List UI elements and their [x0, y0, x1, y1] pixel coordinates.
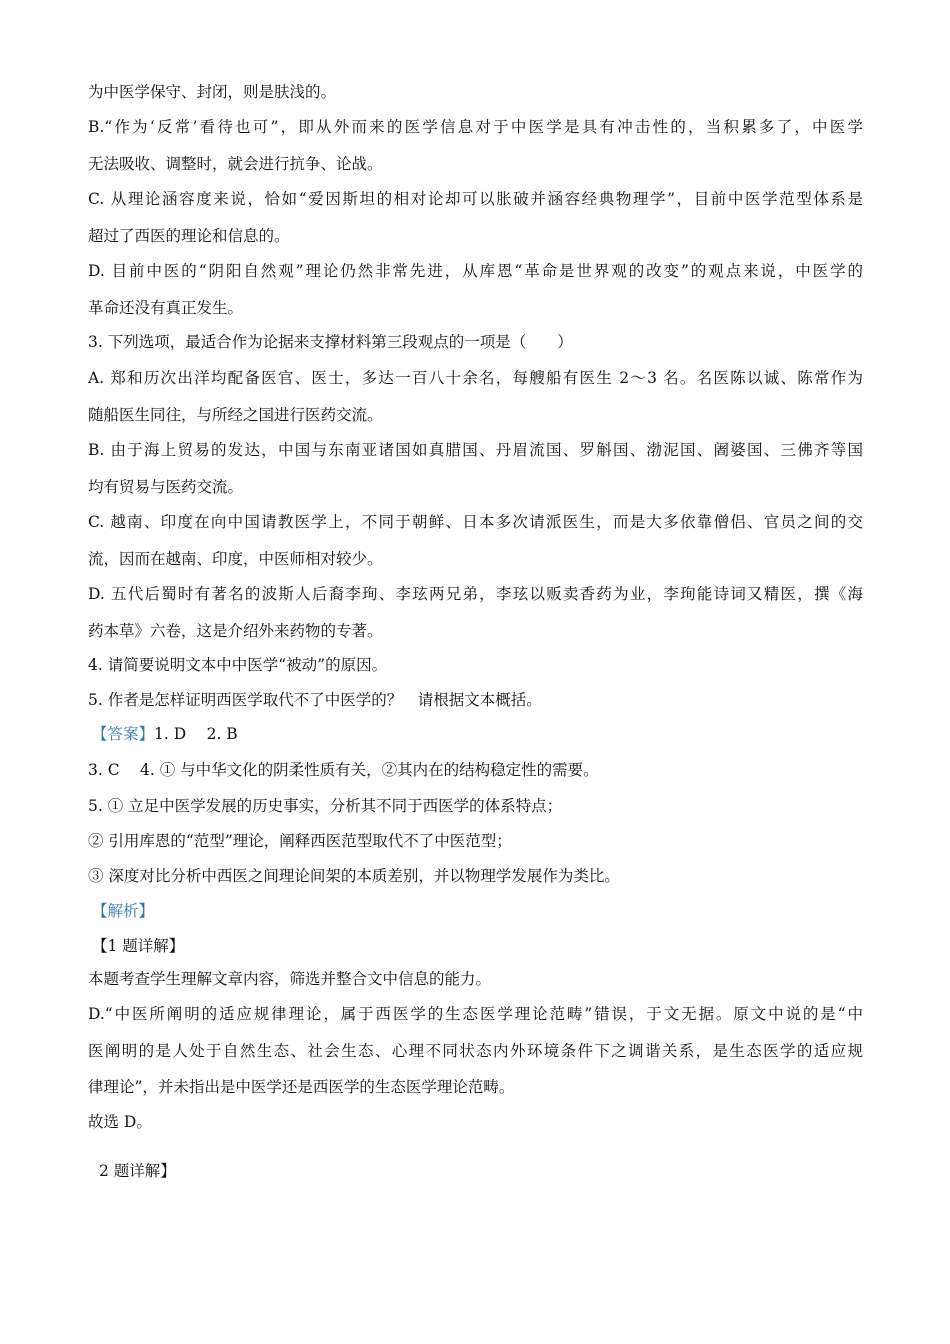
q2-detail-title: 2 题详解】	[99, 1162, 176, 1180]
question-3: 3. 下列选项，最适合作为论据来支撑材料第三段观点的一项是（ ）	[88, 333, 573, 351]
analysis-line: 医阐明的是人处于自然生态、社会生态、心理不同状态内外环境条件下之调谐关系，是生态医学的适应规	[88, 1042, 863, 1060]
analysis-line: 律理论”，并未指出是中医学还是西医学的生态医学理论范畴。	[88, 1078, 515, 1096]
q3-option-b-line-2: 均有贸易与医药交流。	[88, 478, 244, 496]
q3-option-c-line-2: 流，因而在越南、印度，中医师相对较少。	[88, 550, 383, 568]
option-b-line-2: 无法吸收、调整时，就会进行抗争、论战。	[88, 155, 383, 173]
option-d-line-1: D. 目前中医的“阴阳自然观”理论仍然非常先进，从库恩“革命是世界观的改变”的观点来说，中医学的	[88, 262, 863, 280]
option-c-line-2: 超过了西医的理论和信息的。	[88, 227, 290, 245]
text-line: 为中医学保守、封闭，则是肤浅的。	[88, 83, 337, 101]
q3-option-a-line-1: A. 郑和历次出洋均配备医官、医士，多达一百八十余名，每艘船有医生 2～3 名。名医陈以诚、陈常作为	[88, 369, 863, 387]
answer-text: 1. D 2. B	[154, 725, 238, 743]
question-5: 5. 作者是怎样证明西医学取代不了中医学的？ 请根据文本概括。	[88, 691, 542, 709]
q3-option-b-line-1: B. 由于海上贸易的发达，中国与东南亚诸国如真腊国、丹眉流国、罗斛国、渤泥国、阇婆国、三佛齐等国	[88, 441, 863, 459]
option-c-line-1: C. 从理论涵容度来说，恰如“爱因斯坦的相对论却可以胀破并涵容经典物理学”，目前中医学范型体系是	[88, 190, 863, 208]
answer-line: ② 引用库恩的“范型”理论，阐释西医范型取代不了中医范型；	[88, 832, 512, 850]
answer-line: 5. ① 立足中医学发展的历史事实，分析其不同于西医学的体系特点；	[88, 797, 563, 815]
analysis-line: 本题考查学生理解文章内容，筛选并整合文中信息的能力。	[88, 970, 492, 988]
q3-option-c-line-1: C. 越南、印度在向中国请教医学上，不同于朝鲜、日本多次请派医生，而是大多依靠僧侣、官员之间的交	[88, 513, 863, 531]
answer-line: 3. C 4. ① 与中华文化的阴柔性质有关，②其内在的结构稳定性的需要。	[88, 761, 599, 779]
analysis-line: D.“中医所阐明的适应规律理论，属于西医学的生态医学理论范畴”错误，于文无据。原文中说的是“中	[88, 1005, 863, 1023]
q3-option-d-line-1: D. 五代后蜀时有著名的波斯人后裔李珣、李玹两兄弟，李玹以贩卖香药为业，李珣能诗词又精医，撰《海	[88, 585, 863, 603]
question-4: 4. 请简要说明文本中中医学“被动”的原因。	[88, 656, 388, 674]
answer-line	[92, 723, 867, 745]
q3-option-d-line-2: 药本草》六卷，这是介绍外来药物的专著。	[88, 622, 383, 640]
option-d-line-2: 革命还没有真正发生。	[88, 299, 244, 317]
analysis-tag: 【解析】	[92, 902, 155, 920]
answer-tag: 【答案】	[92, 725, 155, 743]
q3-option-a-line-2: 随船医生同往，与所经之国进行医药交流。	[88, 406, 383, 424]
q1-detail-title: 【1 题详解】	[92, 937, 185, 955]
analysis-line: 故选 D。	[88, 1113, 152, 1131]
answer-line: ③ 深度对比分析中西医之间理论间架的本质差别，并以物理学发展作为类比。	[88, 867, 620, 885]
option-b-line-1: B.“作为‘反常’看待也可”，即从外而来的医学信息对于中医学是具有冲击性的，当积累多了，中医学	[88, 118, 863, 136]
